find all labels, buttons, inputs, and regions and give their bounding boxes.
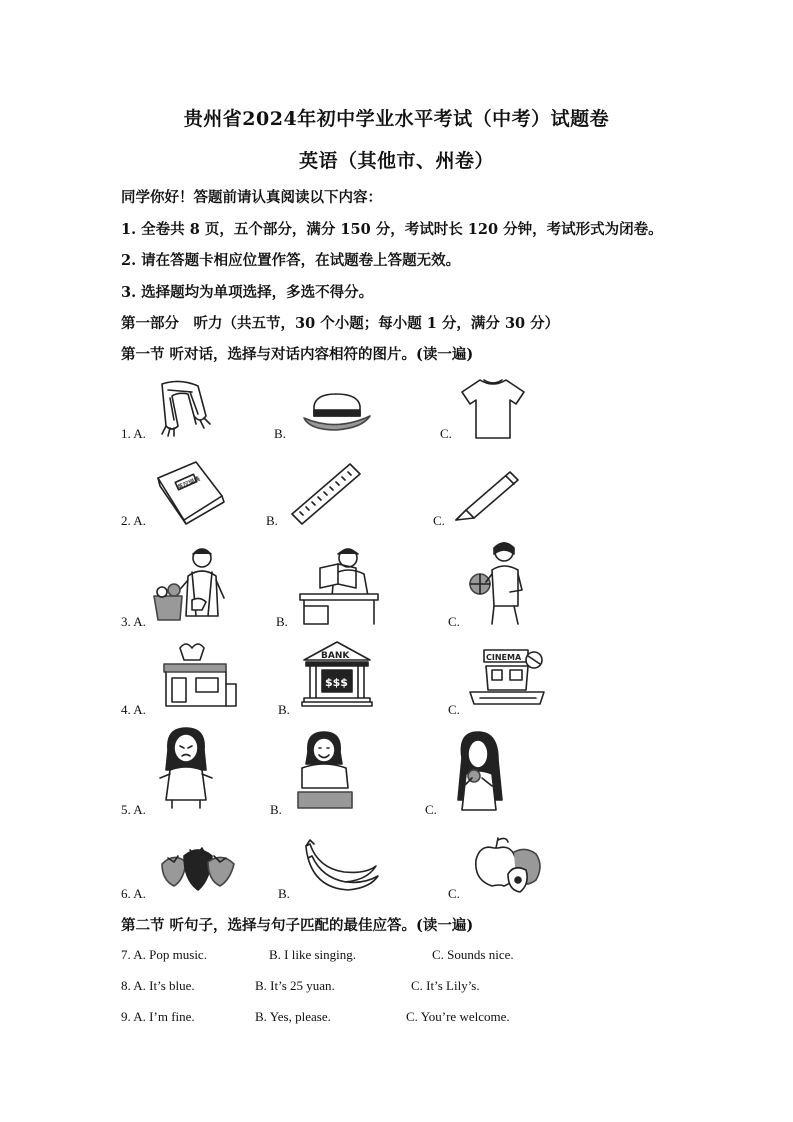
pencil-icon bbox=[452, 468, 522, 522]
q4-option-c: C. bbox=[448, 702, 460, 717]
q3-option-a: 3. A. bbox=[121, 614, 146, 629]
boy-basketball-icon bbox=[466, 540, 536, 626]
q7-option-b: B. I like singing. bbox=[269, 947, 357, 962]
instruction-item-1: 1. 全卷共 8 页，五个部分，满分 150 分，考试时长 120 分钟，考试形式为闭卷。 bbox=[121, 221, 663, 238]
t-shirt-icon bbox=[458, 376, 528, 442]
q2-option-a: 2. A. bbox=[121, 513, 146, 528]
q6-option-c: C. bbox=[448, 886, 460, 901]
dictionary-label: 英汉词典 bbox=[176, 475, 202, 492]
q1-option-c: C. bbox=[440, 426, 452, 441]
section2-heading: 第二节 听句子，选择与句子匹配的最佳应答。(读一遍) bbox=[121, 917, 474, 934]
q2-option-b: B. bbox=[266, 513, 278, 528]
q5-option-c: C. bbox=[425, 802, 437, 817]
q8-option-a: 8. A. It’s blue. bbox=[121, 978, 195, 993]
q7-option-c: C. Sounds nice. bbox=[432, 947, 514, 962]
page-subtitle: 英语（其他市、州卷） bbox=[298, 150, 494, 172]
instruction-item-3: 3. 选择题均为单项选择，多选不得分。 bbox=[121, 284, 374, 301]
bananas-icon bbox=[300, 836, 380, 894]
girl-eating-icon bbox=[448, 730, 508, 814]
q5-option-b: B. bbox=[270, 802, 282, 817]
ruler-icon bbox=[290, 462, 362, 526]
q2-option-c: C. bbox=[433, 513, 445, 528]
q5-option-a: 5. A. bbox=[121, 802, 146, 817]
hat-icon bbox=[302, 388, 372, 438]
q3-option-b: B. bbox=[276, 614, 288, 629]
scarf-icon bbox=[150, 376, 220, 436]
part1-heading: 第一部分 听力（共五节，30 个小题；每小题 1 分，满分 30 分） bbox=[121, 315, 560, 332]
boy-reading-icon bbox=[298, 544, 380, 626]
q6-option-a: 6. A. bbox=[121, 886, 146, 901]
q9-option-a: 9. A. I’m fine. bbox=[121, 1009, 195, 1024]
instructions-greeting: 同学你好！答题前请认真阅读以下内容： bbox=[121, 189, 382, 206]
q4-option-a: 4. A. bbox=[121, 702, 146, 717]
q8-option-b: B. It’s 25 yuan. bbox=[255, 978, 335, 993]
page-title: 贵州省2024年初中学业水平考试（中考）试题卷 bbox=[183, 108, 610, 130]
q4-option-b: B. bbox=[278, 702, 290, 717]
girl-crying-icon bbox=[156, 726, 216, 810]
q9-option-b: B. Yes, please. bbox=[255, 1009, 331, 1024]
q9-option-c: C. You’re welcome. bbox=[406, 1009, 510, 1024]
dictionary-icon bbox=[152, 458, 228, 526]
q8-option-c: C. It’s Lily’s. bbox=[411, 978, 480, 993]
cinema-icon bbox=[466, 646, 548, 708]
bank-label: BANK bbox=[321, 651, 350, 661]
apples-icon bbox=[468, 834, 546, 896]
section1-heading: 第一节 听对话，选择与对话内容相符的图片。(读一遍) bbox=[121, 346, 474, 363]
strawberries-icon bbox=[154, 836, 238, 894]
instruction-item-2: 2. 请在答题卡相应位置作答，在试题卷上答题无效。 bbox=[121, 252, 461, 269]
bank-sign: $$$ bbox=[325, 676, 348, 689]
q7-option-a: 7. A. Pop music. bbox=[121, 947, 207, 962]
cinema-label: CINEMA bbox=[486, 653, 522, 662]
q1-option-a: 1. A. bbox=[121, 426, 146, 441]
bank-icon bbox=[300, 640, 374, 708]
girl-smiling-icon bbox=[294, 730, 356, 810]
shop-icon bbox=[156, 640, 238, 708]
q3-option-c: C. bbox=[448, 614, 460, 629]
boy-cooking-icon bbox=[152, 546, 232, 626]
q6-option-b: B. bbox=[278, 886, 290, 901]
q1-option-b: B. bbox=[274, 426, 286, 441]
